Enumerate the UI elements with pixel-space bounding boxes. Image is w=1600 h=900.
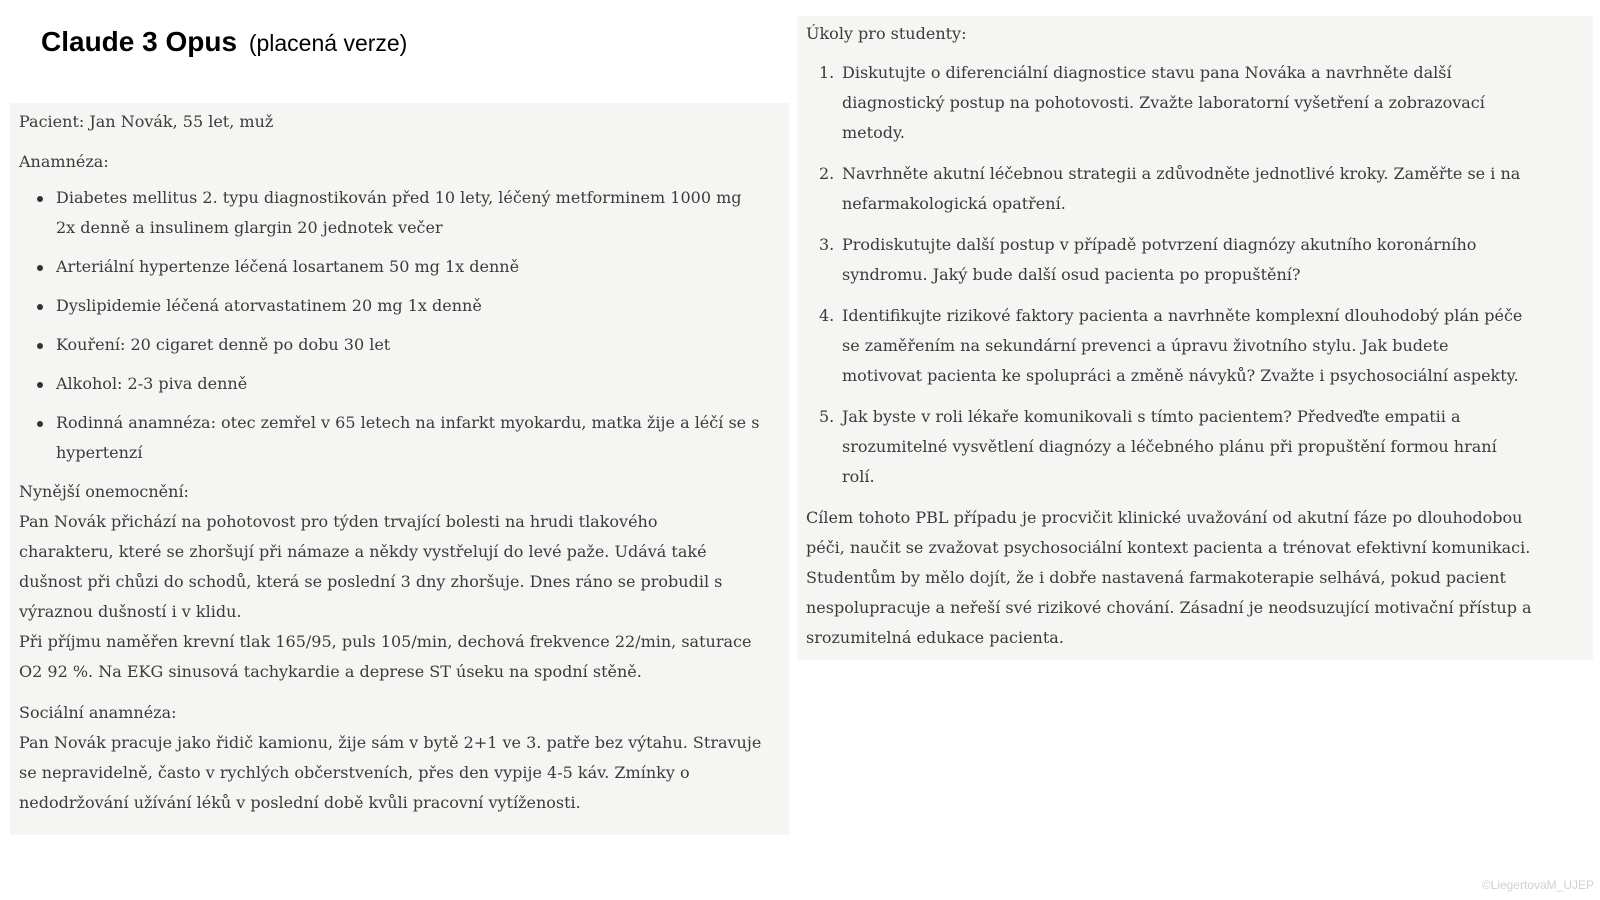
case-description-panel [10,103,789,835]
task-item: 1. Diskutujte o diferenciální diagnostice stavu pana Nováka a navrhněte další diagnostický postup na pohotovosti. Zvažte laboratorní vyšetření a zobrazovací metody. [806,58,1579,148]
task-number: 3. [819,235,835,254]
learning-goal-text: Cílem tohoto PBL případu je procvičit klinické uvažování od akutní fáze po dlouhodobou péči, naučit se zvažovat psychosociální kontext pacienta a trénovat efektivní komunikaci. Studentům by mělo dojít, že i dobře nastavená farmakoterapie selhává, pokud pacient nespolupracuje a neřeší své rizikové chování. Zásadní je neodsuzující motivační přístup a srozumitelná edukace pacienta. [806,508,1532,647]
current-illness-text: Pan Novák přichází na pohotovost pro týden trvající bolesti na hrudi tlakového charakteru, které se zhoršují při námaze a někdy vystřelují do levé paže. Udává také dušnost při chůzi do schodů, která se poslední 3 dny zhoršuje. Dnes ráno se probudil s výraznou dušností i v klidu. [19,512,723,621]
list-item: Alkohol: 2-3 piva denně [19,369,781,399]
task-item: 2. Navrhněte akutní léčebnou strategii a zdůvodněte jednotlivé kroky. Zaměřte se i na nefarmakologická opatření. [806,159,1579,219]
list-item: Rodinná anamnéza: otec zemřel v 65 letech na infarkt myokardu, matka žije a léčí se s hypertenzí [19,408,781,468]
patient-info: Pacient: Jan Novák, 55 let, muž [19,112,274,131]
title-subtitle: (placená verze) [248,30,408,56]
anamnesis-heading: Anamnéza: [19,152,109,171]
title-main: Claude 3 Opus [41,26,238,57]
task-number: 2. [819,164,835,183]
copyright-watermark: ©LiegertovaM_UJEP [1481,878,1594,892]
anamnesis-list [19,183,781,468]
list-item: Arteriální hypertenze léčená losartanem 50 mg 1x denně [19,252,781,282]
tasks-heading: Úkoly pro studenty: [806,24,967,43]
social-history-heading: Sociální anamnéza: [19,703,177,722]
task-item: 5. Jak byste v roli lékaře komunikovali s tímto pacientem? Předveďte empatii a srozumitelné vysvětlení diagnózy a léčebného plánu při propuštění formou hraní rolí. [806,402,1579,492]
task-number: 5. [819,407,835,426]
social-history-text: Pan Novák pracuje jako řidič kamionu, žije sám v bytě 2+1 ve 3. patře bez výtahu. Stravuje se nepravidelně, často v rychlých občerstveních, přes den vypije 4-5 káv. Zmínky o nedodržování užívání léků v poslední době kvůli pracovní vytíženosti. [19,733,762,812]
list-item: Dyslipidemie léčená atorvastatinem 20 mg 1x denně [19,291,781,321]
task-item: 4. Identifikujte rizikové faktory pacienta a navrhněte komplexní dlouhodobý plán péče se zaměřením na sekundární prevenci a úpravu životního stylu. Jak budete motivovat pacienta ke spolupráci a změně návyků? Zvažte i psychosociální aspekty. [806,301,1579,391]
task-number: 1. [819,63,835,82]
task-number: 4. [819,306,835,325]
admission-findings-text: Při příjmu naměřen krevní tlak 165/95, puls 105/min, dechová frekvence 22/min, saturace O2 92 %. Na EKG sinusová tachykardie a deprese ST úseku na spodní stěně. [19,632,752,681]
list-item: Kouření: 20 cigaret denně po dobu 30 let [19,330,781,360]
current-illness-heading: Nynější onemocnění: [19,482,189,501]
task-item: 3. Prodiskutujte další postup v případě potvrzení diagnózy akutního koronárního syndromu. Jaký bude další osud pacienta po propuštění? [806,230,1579,290]
tasks-list [806,58,1579,492]
slide-title [41,26,407,58]
student-tasks-panel [797,16,1593,660]
list-item: Diabetes mellitus 2. typu diagnostikován před 10 lety, léčený metforminem 1000 mg 2x denně a insulinem glargin 20 jednotek večer [19,183,781,243]
